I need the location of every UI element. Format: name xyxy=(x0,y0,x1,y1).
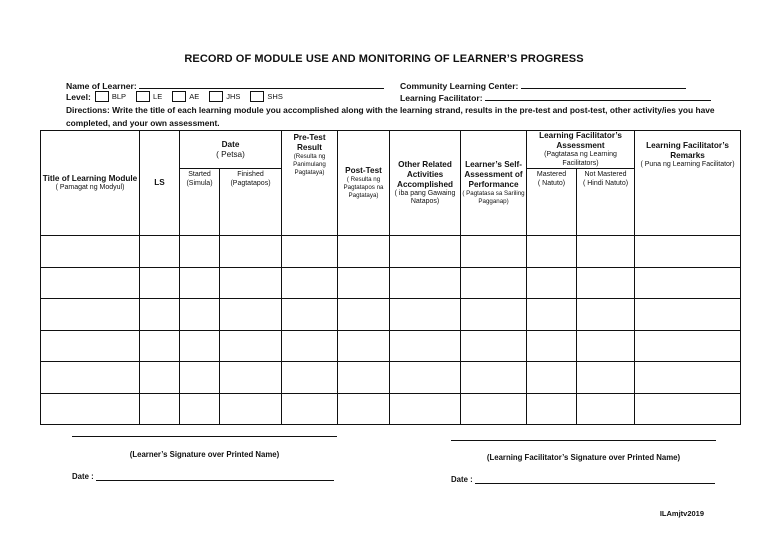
cell-ls[interactable] xyxy=(140,236,180,268)
facilitator-date-line xyxy=(475,483,715,484)
cell-not-mastered[interactable] xyxy=(577,362,635,394)
level-checkbox-le[interactable] xyxy=(136,91,150,102)
table-row xyxy=(41,330,741,362)
cell-self[interactable] xyxy=(461,299,527,331)
level-option-le: LE xyxy=(153,92,163,101)
cell-posttest[interactable] xyxy=(338,236,390,268)
cell-posttest[interactable] xyxy=(338,362,390,394)
header-posttest: Post-Test ( Resulta ng Pagtatapos na Pagtataya) xyxy=(338,131,390,236)
facilitator-line xyxy=(485,91,711,101)
header-other-activities: Other Related Activities Accomplished ( iba pang Gawaing Natapos) xyxy=(390,131,461,236)
facilitator-field[interactable] xyxy=(400,91,711,103)
cell-pretest[interactable] xyxy=(282,267,338,299)
header-lf-remarks: Learning Facilitator’s Remarks ( Puna ng Learning Facilitator) xyxy=(635,131,741,236)
cell-remarks[interactable] xyxy=(635,330,741,362)
facilitator-date-field[interactable] xyxy=(451,475,715,484)
cell-ls[interactable] xyxy=(140,393,180,425)
clc-label: Community Learning Center: xyxy=(400,81,519,91)
document-title: RECORD OF MODULE USE AND MONITORING OF LEARNER’S PROGRESS xyxy=(184,53,584,65)
learner-date-label: Date : xyxy=(72,472,94,481)
learner-name-line xyxy=(139,79,384,89)
header-lf-assessment: Learning Facilitator’s Assessment (Pagtatasa ng Learning Facilitators) xyxy=(527,131,635,169)
header-self-assessment: Learner’s Self-Assessment of Performance ( Pagtatasa sa Sariling Pagganap) xyxy=(461,131,527,236)
cell-self[interactable] xyxy=(461,330,527,362)
cell-remarks[interactable] xyxy=(635,393,741,425)
cell-title[interactable] xyxy=(41,267,140,299)
learner-signature-line[interactable] xyxy=(72,436,337,437)
facilitator-signature-line[interactable] xyxy=(451,440,716,441)
clc-field[interactable] xyxy=(400,79,686,91)
level-checkbox-ae[interactable] xyxy=(172,91,186,102)
header-title-module: Title of Learning Module ( Pamagat ng Modyul) xyxy=(41,131,140,236)
cell-other[interactable] xyxy=(390,393,461,425)
table-row xyxy=(41,393,741,425)
cell-finished[interactable] xyxy=(220,267,282,299)
facilitator-date-label: Date : xyxy=(451,475,473,484)
cell-finished[interactable] xyxy=(220,393,282,425)
header-pretest: Pre-Test Result (Resulta ng Panimulang Pagtataya) xyxy=(282,131,338,236)
level-field xyxy=(66,91,289,102)
level-option-ae: AE xyxy=(189,92,200,101)
learner-date-line xyxy=(96,480,334,481)
cell-finished[interactable] xyxy=(220,236,282,268)
cell-started[interactable] xyxy=(180,267,220,299)
table-row xyxy=(41,299,741,331)
level-checkbox-jhs[interactable] xyxy=(209,91,223,102)
cell-title[interactable] xyxy=(41,393,140,425)
cell-pretest[interactable] xyxy=(282,236,338,268)
progress-table xyxy=(40,130,741,425)
cell-started[interactable] xyxy=(180,362,220,394)
cell-mastered[interactable] xyxy=(527,393,577,425)
cell-title[interactable] xyxy=(41,299,140,331)
header-date: Date ( Petsa) xyxy=(180,131,282,169)
facilitator-label: Learning Facilitator: xyxy=(400,93,483,103)
table-row xyxy=(41,236,741,268)
cell-ls[interactable] xyxy=(140,362,180,394)
cell-started[interactable] xyxy=(180,330,220,362)
cell-mastered[interactable] xyxy=(527,236,577,268)
level-option-jhs: JHS xyxy=(226,92,241,101)
cell-other[interactable] xyxy=(390,330,461,362)
cell-posttest[interactable] xyxy=(338,267,390,299)
cell-other[interactable] xyxy=(390,236,461,268)
cell-other[interactable] xyxy=(390,362,461,394)
cell-finished[interactable] xyxy=(220,330,282,362)
learner-date-field[interactable] xyxy=(72,472,334,481)
cell-posttest[interactable] xyxy=(338,299,390,331)
header-not-mastered: Not Mastered ( Hindi Natuto) xyxy=(577,169,635,236)
facilitator-signature-caption: (Learning Facilitator’s Signature over Printed Name) xyxy=(486,453,681,462)
cell-pretest[interactable] xyxy=(282,362,338,394)
level-option-shs: SHS xyxy=(267,92,283,101)
cell-title[interactable] xyxy=(41,236,140,268)
cell-not-mastered[interactable] xyxy=(577,236,635,268)
cell-mastered[interactable] xyxy=(527,299,577,331)
cell-title[interactable] xyxy=(41,330,140,362)
header-ls: LS xyxy=(140,131,180,236)
cell-self[interactable] xyxy=(461,267,527,299)
cell-not-mastered[interactable] xyxy=(577,393,635,425)
cell-not-mastered[interactable] xyxy=(577,267,635,299)
cell-self[interactable] xyxy=(461,236,527,268)
cell-remarks[interactable] xyxy=(635,362,741,394)
level-checkbox-shs[interactable] xyxy=(250,91,264,102)
cell-started[interactable] xyxy=(180,299,220,331)
cell-posttest[interactable] xyxy=(338,393,390,425)
cell-remarks[interactable] xyxy=(635,267,741,299)
cell-not-mastered[interactable] xyxy=(577,330,635,362)
cell-posttest[interactable] xyxy=(338,330,390,362)
level-option-blp: BLP xyxy=(111,92,127,101)
cell-other[interactable] xyxy=(390,267,461,299)
table-row xyxy=(41,362,741,394)
cell-pretest[interactable] xyxy=(282,330,338,362)
cell-remarks[interactable] xyxy=(635,299,741,331)
cell-mastered[interactable] xyxy=(527,330,577,362)
cell-other[interactable] xyxy=(390,299,461,331)
cell-started[interactable] xyxy=(180,236,220,268)
cell-mastered[interactable] xyxy=(527,267,577,299)
level-checkbox-blp[interactable] xyxy=(95,91,109,102)
cell-remarks[interactable] xyxy=(635,236,741,268)
cell-self[interactable] xyxy=(461,362,527,394)
cell-self[interactable] xyxy=(461,393,527,425)
cell-mastered[interactable] xyxy=(527,362,577,394)
cell-ls[interactable] xyxy=(140,330,180,362)
cell-ls[interactable] xyxy=(140,299,180,331)
directions-text: Directions: Write the title of each learning module you accomplished along with the learning strand, results in the pre-test and post-test, other activity/ies you have completed, and your own assessment. xyxy=(66,105,715,128)
clc-line xyxy=(521,79,686,89)
cell-finished[interactable] xyxy=(220,299,282,331)
cell-started[interactable] xyxy=(180,393,220,425)
level-label: Level: xyxy=(66,91,91,102)
cell-pretest[interactable] xyxy=(282,299,338,331)
cell-not-mastered[interactable] xyxy=(577,299,635,331)
header-mastered: Mastered ( Natuto) xyxy=(527,169,577,236)
learner-name-field[interactable] xyxy=(66,79,384,91)
footer-code: ILAmjtv2019 xyxy=(659,509,704,518)
learner-signature-caption: (Learner’s Signature over Printed Name) xyxy=(129,450,280,459)
learner-name-label: Name of Learner: xyxy=(66,81,137,91)
header-started: Started (Simula) xyxy=(180,169,220,236)
cell-ls[interactable] xyxy=(140,267,180,299)
cell-title[interactable] xyxy=(41,362,140,394)
cell-pretest[interactable] xyxy=(282,393,338,425)
header-finished: Finished (Pagtatapos) xyxy=(220,169,282,236)
table-row xyxy=(41,267,741,299)
cell-finished[interactable] xyxy=(220,362,282,394)
